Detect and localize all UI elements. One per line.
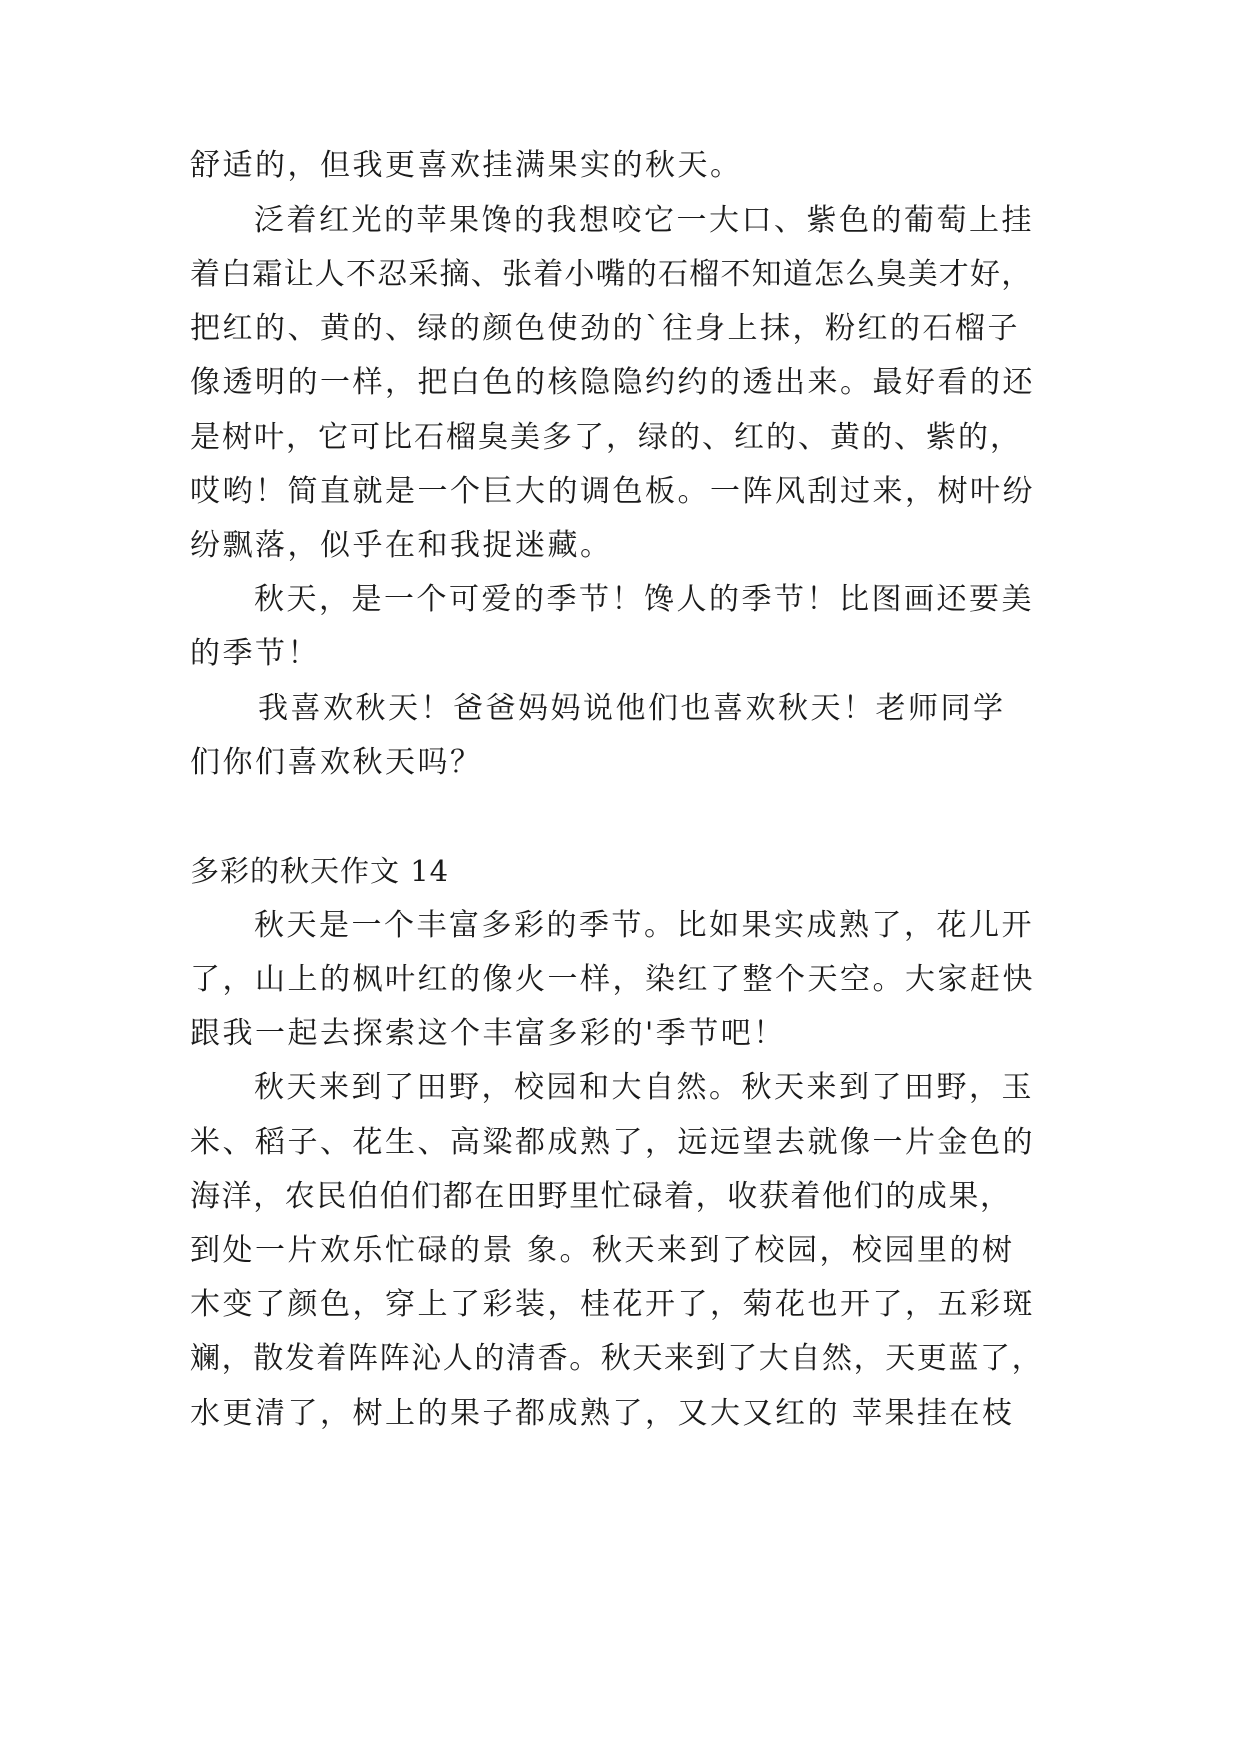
text-line: 米、稻子、花生、高粱都成熟了，远远望去就像一片金色的 <box>190 1125 1035 1160</box>
paragraph-start-line: 我喜欢秋天！爸爸妈妈说他们也喜欢秋天！老师同学 <box>258 691 1006 726</box>
paragraph-start-line: 秋天来到了田野，校园和大自然。秋天来到了田野，玉 <box>254 1070 1034 1105</box>
text-line: 到处一片欢乐忙碌的景 象。秋天来到了校园，校园里的树 <box>190 1233 1015 1268</box>
text-line: 跟我一起去探索这个丰富多彩的'季节吧！ <box>190 1016 786 1051</box>
text-line: 木变了颜色，穿上了彩装，桂花开了，菊花也开了，五彩斑 <box>190 1287 1035 1322</box>
text-line: 哎哟！简直就是一个巨大的调色板。一阵风刮过来，树叶纷 <box>190 474 1035 509</box>
text-line: 把红的、黄的、绿的颜色使劲的`往身上抹，粉红的石榴子 <box>190 311 1020 346</box>
text-line: 着白霜让人不忍采摘、张着小嘴的石榴不知道怎么臭美才好， <box>190 257 1033 292</box>
text-line: 是树叶，它可比石榴臭美多了，绿的、红的、黄的、紫的， <box>190 420 1022 455</box>
text-line: 的季节！ <box>190 636 320 671</box>
text-line: 海洋，农民伯伯们都在田野里忙碌着，收获着他们的成果， <box>190 1179 1012 1214</box>
text-line: 了，山上的枫叶红的像火一样，染红了整个天空。大家赶快 <box>190 962 1035 997</box>
paragraph-start-line: 秋天是一个丰富多彩的季节。比如果实成熟了，花儿开 <box>254 908 1034 943</box>
section-heading: 多彩的秋天作文 14 <box>190 854 450 888</box>
text-line: 舒适的，但我更喜欢挂满果实的秋天。 <box>190 148 743 183</box>
text-line: 们你们喜欢秋天吗？ <box>190 745 483 780</box>
text-line: 水更清了，树上的果子都成熟了，又大又红的 苹果挂在枝 <box>190 1396 1015 1431</box>
text-line: 斓，散发着阵阵沁人的清香。秋天来到了大自然，天更蓝了， <box>190 1341 1044 1376</box>
text-line: 纷飘落，似乎在和我捉迷藏。 <box>190 528 613 563</box>
paragraph-start-line: 泛着红光的苹果馋的我想咬它一大口、紫色的葡萄上挂 <box>254 203 1034 238</box>
text-line: 像透明的一样，把白色的核隐隐约约的透出来。最好看的还 <box>190 365 1035 400</box>
paragraph-start-line: 秋天，是一个可爱的季节！馋人的季节！比图画还要美 <box>254 582 1034 617</box>
